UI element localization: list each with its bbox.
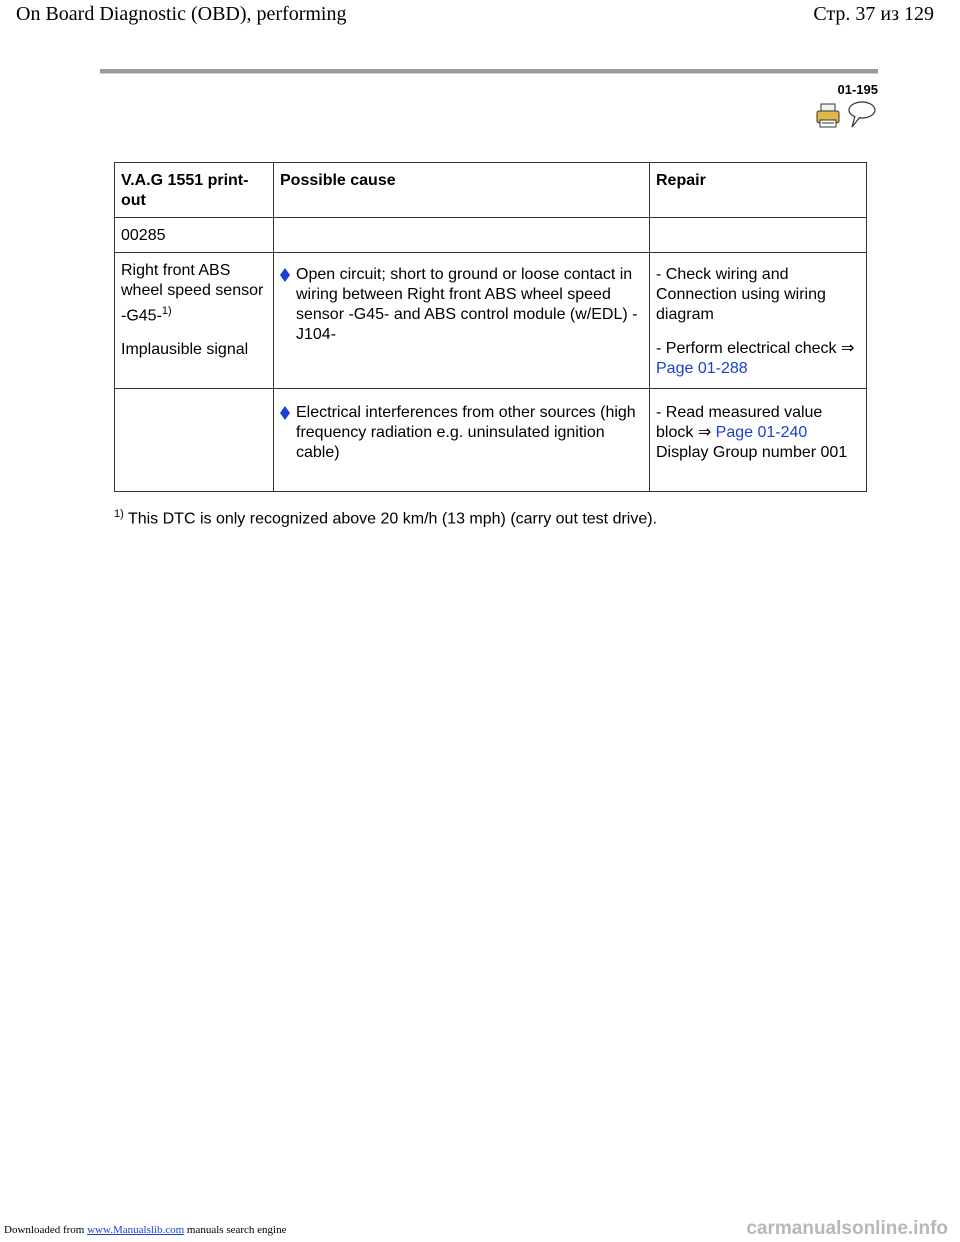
diamond-bullet-icon [280, 406, 290, 420]
fault-name: Right front ABS wheel speed sensor -G45- [121, 262, 264, 325]
diagnostic-table [114, 162, 867, 492]
arrow-right-icon: ⇒ [697, 424, 712, 441]
footnote-text: This DTC is only recognized above 20 km/h (13 mph) (carry out test drive). [123, 510, 658, 528]
fault-description-cell [115, 253, 274, 389]
cause-text: Electrical interferences from other sources (high frequency radiation e.g. uninsulated ignition cable) [296, 404, 636, 461]
fault-code: 00285 [115, 218, 274, 253]
column-header-repair: Repair [650, 163, 867, 218]
table-row [115, 389, 867, 492]
page-counter: Стр. 37 из 129 [813, 3, 934, 25]
list-item [280, 265, 643, 345]
column-header-printout: V.A.G 1551 print-out [115, 163, 274, 218]
footnote-reference: 1) [161, 305, 172, 317]
cause-text: Open circuit; short to ground or loose contact in wiring between Right front ABS wheel speed sensor -G45- and ABS control module (w/EDL) -J104- [296, 266, 638, 343]
cause-cell [274, 253, 650, 389]
header-rule [100, 69, 878, 74]
repair-cell [650, 389, 867, 492]
fault-type: Implausible signal [121, 341, 249, 359]
footnote-marker: 1) [114, 508, 124, 520]
footnote [114, 508, 657, 528]
empty-cell [274, 218, 650, 253]
repair-cell [650, 253, 867, 389]
watermark: carmanualsonline.info [746, 1218, 948, 1239]
arrow-right-icon: ⇒ [840, 340, 855, 357]
diamond-bullet-icon [280, 268, 290, 282]
document-number: 01-195 [837, 82, 878, 97]
download-footer: Downloaded from www.Manualslib.com manuals search engine [4, 1224, 287, 1236]
repair-step: - Read measured value block ⇒ Page 01-240 Display Group number 001 [656, 404, 848, 461]
table-row [115, 218, 867, 253]
cause-cell [274, 389, 650, 492]
repair-step: - Check wiring and Connection using wiring diagram [656, 266, 826, 323]
table-header-row [115, 163, 867, 218]
page-link-01-288[interactable]: Page 01-288 [656, 360, 748, 377]
table-row [115, 253, 867, 389]
list-item [280, 403, 643, 463]
page-link-01-240[interactable]: Page 01-240 [715, 424, 808, 441]
repair-step: - Perform electrical check ⇒ Page 01-288 [656, 340, 855, 377]
manualslib-link[interactable]: www.Manualslib.com [87, 1224, 185, 1236]
page-title: On Board Diagnostic (OBD), performing [16, 3, 347, 25]
empty-cell [650, 218, 867, 253]
toolbar-icons [815, 100, 879, 130]
column-header-cause: Possible cause [274, 163, 650, 218]
printer-icon[interactable] [817, 104, 839, 127]
speech-bubble-icon[interactable] [849, 102, 875, 127]
empty-cell [115, 389, 274, 492]
